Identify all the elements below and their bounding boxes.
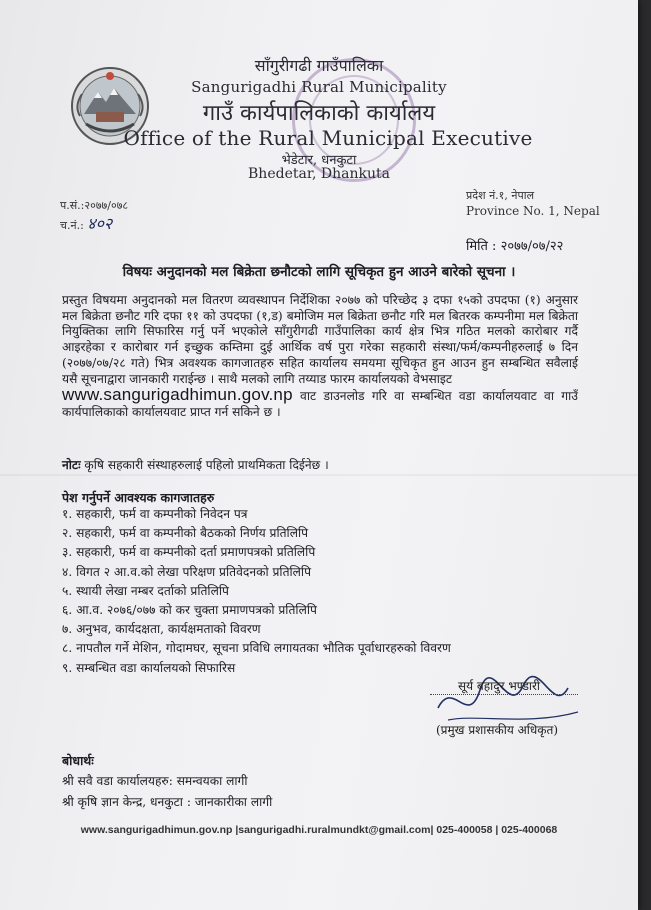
office-name-np: गाउँ कार्यपालिकाको कार्यालय [202, 101, 436, 126]
cc-title: बोधार्थः [62, 753, 94, 768]
note-label: नोटः [62, 458, 81, 472]
signatory-title: (प्रमुख प्रशासकीय अधिकृत) [436, 723, 559, 737]
cc-item: श्री कृषि ज्ञान केन्द्र, धनकुटा : जानकारीका लागी [62, 795, 273, 809]
signature-line [430, 694, 578, 695]
reference-number: प.सं.:२०७७/०७८ [60, 199, 129, 212]
cc-item: श्री सवै वडा कार्यालयहरु: समन्वयका लागी [62, 774, 248, 788]
province-en: Province No. 1, Nepal [466, 204, 600, 218]
body-text-part1: प्रस्तुत विषयमा अनुदानको मल वितरण व्यवस्थापन निर्देशिका २०७७ को परिच्छेद ३ दफा १५को उपदफा (१) अनुसार मल बिक्रेता छनौट गरि दफा ११ को उपदफा (१,ड) बमोजिम मल बिक्रेता छनौट गरि मल बितरक कम्पनीमा मल बिक्रेता नियुक्तिका लागि सिफारिस गर्नु पर्ने भएकोले साँगुरीगढी गाउँपालिका कार्य क्षेत्र भित्र गठित मलको कारोबार गर्दै आइरहेका र कारोबार गर्न इच्छुक कम्तिमा दुई आर्थिक वर्ष पुरा गरेका सहकारी संस्था/फर्म/कम्पनीहरुलाई ७ दिन (२०७७/०७/२८ गते) भित्र अवश्यक कागजातहरु सहित कार्यालय समयमा सूचिकृत हुन आउन हुन सम्बन्धित सवैलाई यसै सूचनाद्वारा जानकारी गराईन्छ । साथै मलको लागि तय्याड फारम कार्यालयको वेभसाइट [62, 293, 578, 386]
list-item: ९. सम्बन्धित वडा कार्यालयको सिफारिस [62, 660, 236, 675]
subject-line: विषयः अनुदानको मल बिक्रेता छनौटको लागि सूचिकृत हुन आउने बारेको सूचना । [122, 264, 516, 280]
address-en: Bhedetar, Dhankuta [248, 166, 390, 182]
signatory-name: सूर्य बहादुर भण्डारी [458, 679, 540, 693]
body-text-part2: वाट डाउनलोड गरि वा सम्बन्धित वडा कार्यालयवाट वा गाउँ कार्यपालिकाको कार्यालयवाट प्राप्त गर्न सकिने छ । [62, 389, 578, 419]
documents-title: पेश गर्नुपर्ने आवश्यक कागजातहरु [62, 490, 215, 505]
documents-list [62, 505, 451, 678]
dispatch-value-handwritten: ४०२ [87, 214, 113, 233]
list-item: ७. अनुभव, कार्यदक्षता, कार्यक्षमताको विवरण [62, 622, 261, 637]
list-item: ४. विगत २ आ.व.को लेखा परिक्षण प्रतिवेदनको प्रतिलिपि [62, 564, 312, 579]
province-np: प्रदेश नं.१, नेपाल [466, 189, 535, 202]
paper-fold [0, 474, 638, 476]
municipality-name-en: Sangurigadhi Rural Municipality [191, 78, 447, 96]
footer-contact: www.sangurigadhimun.gov.np |sangurigadhi.ruralmundkt@gmail.com| 025-400058 | 025-400068 [80, 824, 558, 836]
list-item: ५. स्थायी लेखा नम्बर दर्ताको प्रतिलिपि [62, 583, 229, 598]
note-text: कृषि सहकारी संस्थाहरुलाई पहिलो प्राथमिकता दिईनेछ । [80, 458, 329, 472]
dispatch-label: च.नं.: [60, 219, 84, 232]
municipality-name-np: साँगुरीगढी गाउँपालिका [254, 56, 384, 75]
office-name-en: Office of the Rural Municipal Executive [123, 126, 533, 150]
note-line [62, 456, 329, 473]
list-item: ३. सहकारी, फर्म वा कम्पनीको दर्ता प्रमाणपत्रको प्रतिलिपि [62, 545, 316, 560]
address-np: भेडेटार, धनकुटा [281, 153, 357, 168]
list-item: ६. आ.व. २०७६/०७७ को कर चुक्ता प्रमाणपत्रको प्रतिलिपि [62, 603, 317, 618]
list-item: १. सहकारी, फर्म वा कम्पनीको निवेदन पत्र [62, 507, 248, 521]
letter-date: मिति : २०७७/०७/२२ [466, 239, 564, 254]
body-paragraph [62, 293, 578, 421]
dispatch-number [60, 212, 112, 234]
website-link[interactable]: www.sangurigadhimun.gov.np [62, 385, 293, 405]
list-item: २. सहकारी, फर्म वा कम्पनीको बैठकको निर्णय प्रतिलिपि [62, 526, 309, 541]
list-item: ८. नापतौल गर्ने मेशिन, गोदामघर, सूचना प्रविधि लगायतका भौतिक पूर्वाधारहरुको विवरण [62, 641, 451, 656]
